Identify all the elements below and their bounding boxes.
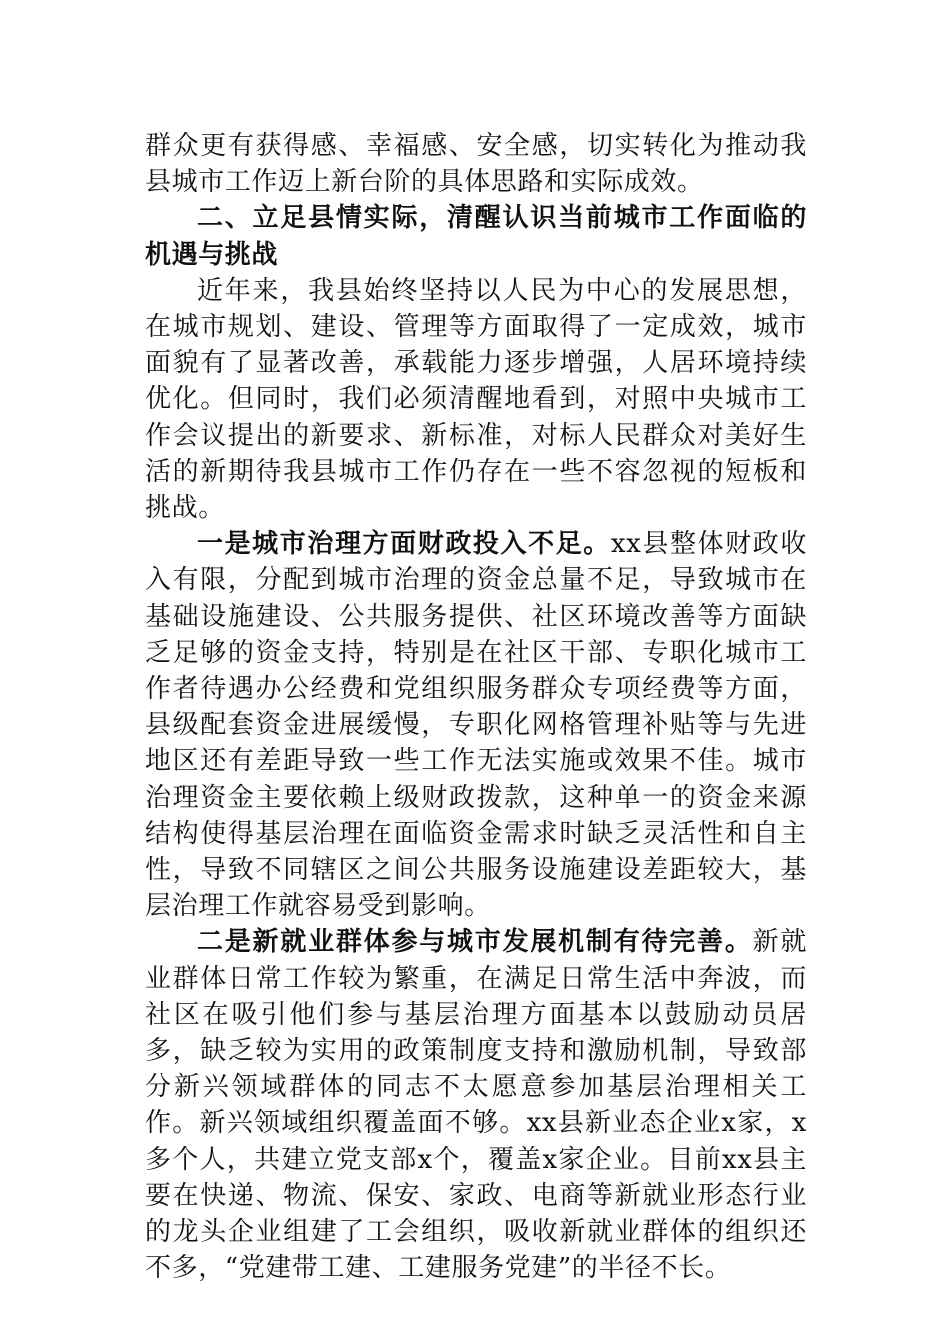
section-heading: 二、立足县情实际，清醒认识当前城市工作面临的机遇与挑战 [145,203,807,270]
paragraph-finance [145,526,807,924]
paragraph-lead: 二是新就业群体参与城市发展机制有待完善。 [197,927,753,958]
paragraph-continuation: 群众更有获得感、幸福感、安全感，切实转化为推动我县城市工作迈上新台阶的具体思路和实际成效。 [145,131,807,198]
document-body [145,128,807,1287]
paragraph-intro: 近年来，我县始终坚持以人民为中心的发展思想，在城市规划、建设、管理等方面取得了一定成效，城市面貌有了显著改善，承载能力逐步增强，人居环境持续优化。但同时，我们必须清醒地看到，对照中央城市工作会议提出的新要求、新标准，对标人民群众对美好生活的新期待我县城市工作仍存在一些不容忽视的短板和挑战。 [145,275,807,524]
paragraph-employment [145,924,807,1286]
paragraph-text: 新就业群体日常工作较为繁重，在满足日常生活中奔波，而社区在吸引他们参与基层治理方面基本以鼓励动员居多，缺乏较为实用的政策制度支持和激励机制，导致部分新兴领域群体的同志不太愿意参加基层治理相关工作。新兴领域组织覆盖面不够。xx县新业态企业x家，x多个人，共建立党支部x个，覆盖x家企业。目前xx县主要在快递、物流、保安、家政、电商等新就业形态行业的龙头企业组建了工会组织，吸收新就业群体的组织还不多，“党建带工建、工建服务党建”的半径不长。 [145,927,807,1284]
paragraph-lead: 一是城市治理方面财政投入不足。 [197,529,611,560]
paragraph-text: xx县整体财政收入有限，分配到城市治理的资金总量不足，导致城市在基础设施建设、公共服务提供、社区环境改善等方面缺乏足够的资金支持，特别是在社区干部、专职化城市工作者待遇办公经费和党组织服务群众专项经费等方面，县级配套资金进展缓慢，专职化网格管理补贴等与先进地区还有差距导致一些工作无法实施或效果不佳。城市治理资金主要依赖上级财政拨款，这种单一的资金来源结构使得基层治理在面临资金需求时缺乏灵活性和自主性，导致不同辖区之间公共服务设施建设差距较大，基层治理工作就容易受到影响。 [145,529,807,922]
